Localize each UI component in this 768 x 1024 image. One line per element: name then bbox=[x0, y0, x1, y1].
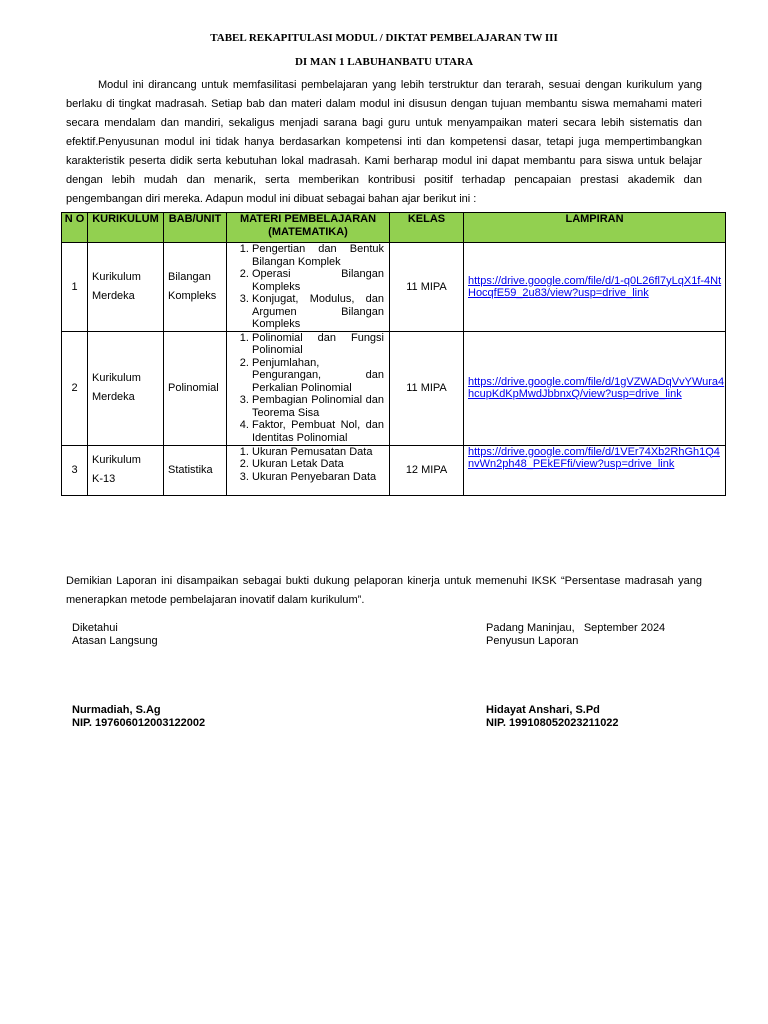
signature-left-label1: Diketahui bbox=[72, 622, 118, 634]
row-lampiran bbox=[464, 243, 726, 332]
table-row bbox=[62, 331, 726, 445]
row-bab-unit bbox=[164, 445, 227, 495]
signature-right-label1: Padang Maninjau, September 2024 bbox=[486, 622, 666, 634]
kurikulum-line: Merdeka bbox=[92, 289, 135, 302]
row-bab-unit bbox=[164, 331, 227, 445]
header-kurikulum: KURIKULUM bbox=[88, 213, 164, 243]
row-materi bbox=[227, 445, 390, 495]
row-lampiran bbox=[464, 445, 726, 495]
row-materi bbox=[227, 331, 390, 445]
materi-item: 2. Operasi Bilangan Kompleks bbox=[252, 268, 384, 293]
bab-line: Bilangan bbox=[168, 270, 211, 283]
materi-item: 2. Ukuran Letak Data bbox=[252, 458, 384, 471]
table-header-row bbox=[62, 213, 726, 243]
lampiran-link[interactable]: https://drive.google.com/file/d/1-q0L26fl7yLqX1f-4NtHocqfE59_2u83/view?usp=drive_link bbox=[468, 274, 722, 299]
row-kelas: 12 MIPA bbox=[390, 445, 464, 495]
signature-left-nip: NIP. 197606012003122002 bbox=[72, 717, 206, 729]
materi-item: 3. Pembagian Polinomial dan Teorema Sisa bbox=[252, 394, 384, 419]
materi-item: 3. Ukuran Penyebaran Data bbox=[252, 471, 384, 484]
materi-item: 4. Faktor, Pembuat Nol, dan Identitas Polinomial bbox=[252, 419, 384, 444]
signature-right-label2: Penyusun Laporan bbox=[486, 635, 579, 647]
lampiran-link[interactable]: https://drive.google.com/file/d/1gVZWADqVvYWura4hcupKdKpMwdJbbnxQ/view?usp=drive_link bbox=[468, 376, 725, 400]
bab-line: Statistika bbox=[168, 463, 213, 476]
row-kurikulum bbox=[88, 243, 164, 332]
intro-paragraph-2: Penyusunan modul ini tidak hanya berdasarkan kompetensi inti dan kompetensi dasar, tetapi juga mempertimbangkan karakteristik peserta didik serta kebutuhan lokal madrasah. Kami berharap modul ini dapat membantu para siswa untuk belajar dengan lebih mudah dan menarik, serta memberikan kontribusi positif terhadap pencapaian prestasi akademik dan pengembangan diri mereka. Adapun modul ini dibuat sebagai bahan ajar berikut ini : bbox=[66, 136, 702, 205]
row-materi bbox=[227, 243, 390, 332]
closing-paragraph: Demikian Laporan ini disampaikan sebagai bukti dukung pelaporan kinerja untuk memenuhi IKSK “Persentase madrasah yang menerapkan metode pembelajaran inovatif dalam kurikulum”. bbox=[66, 575, 702, 606]
document-subtitle: DI MAN 1 LABUHANBATU UTARA bbox=[294, 56, 474, 68]
signature-right-identity bbox=[486, 704, 619, 730]
lampiran-link[interactable]: https://drive.google.com/file/d/1VEr74Xb2RhGh1Q4nvWn2ph48_PEkEFfi/view?usp=drive_link bbox=[468, 445, 720, 470]
signature-right bbox=[486, 622, 665, 648]
row-no: 2 bbox=[62, 331, 88, 445]
materi-list bbox=[227, 446, 389, 484]
row-bab-unit bbox=[164, 243, 227, 332]
bab-line: Kompleks bbox=[168, 289, 217, 302]
header-materi bbox=[227, 213, 390, 243]
materi-list bbox=[227, 243, 389, 331]
intro-paragraph-1: Modul ini dirancang untuk memfasilitasi pembelajaran yang lebih terstruktur dan terarah, sesuai dengan kurikulum yang berlaku di tingkat madrasah. Setiap bab dan materi dalam modul ini disusun dengan tujuan membantu siswa memahami materi secara mendalam dan mandiri, sekaligus menjadi sarana bagi guru untuk menyampaikan materi secara lebih sistematis dan efektif. bbox=[66, 79, 702, 148]
row-no: 3 bbox=[62, 445, 88, 495]
kurikulum-line: Kurikulum bbox=[92, 372, 141, 384]
header-materi-line2: (MATEMATIKA) bbox=[268, 226, 348, 238]
table-row bbox=[62, 445, 726, 495]
signature-left bbox=[72, 622, 158, 648]
header-no: N O bbox=[62, 213, 88, 243]
materi-item: 1. Polinomial dan Fungsi Polinomial bbox=[252, 332, 384, 357]
signature-left-label2: Atasan Langsung bbox=[72, 635, 158, 647]
row-kelas: 11 MIPA bbox=[390, 331, 464, 445]
header-bab-unit: BAB/UNIT bbox=[164, 213, 227, 243]
header-kelas: KELAS bbox=[390, 213, 464, 243]
bab-line: Polinomial bbox=[168, 381, 219, 394]
signature-right-name: Hidayat Anshari, S.Pd bbox=[486, 704, 600, 716]
signature-left-identity bbox=[72, 704, 205, 730]
row-kelas: 11 MIPA bbox=[390, 243, 464, 332]
kurikulum-line: Merdeka bbox=[92, 391, 135, 403]
materi-item: 1. Ukuran Pemusatan Data bbox=[252, 446, 384, 459]
header-materi-line1: MATERI PEMBELAJARAN bbox=[239, 213, 377, 225]
row-lampiran bbox=[464, 331, 726, 445]
kurikulum-line: K-13 bbox=[92, 473, 116, 485]
row-no: 1 bbox=[62, 243, 88, 332]
rekap-table bbox=[61, 212, 726, 496]
signature-left-name: Nurmadiah, S.Ag bbox=[72, 704, 161, 716]
kurikulum-line: Kurikulum bbox=[92, 454, 141, 466]
materi-item: 1. Pengertian dan Bentuk Bilangan Komplek bbox=[252, 243, 384, 268]
materi-list bbox=[227, 332, 389, 445]
materi-item: 2. Penjumlahan, Pengurangan, dan Perkalian Polinomial bbox=[252, 357, 384, 395]
header-lampiran: LAMPIRAN bbox=[464, 213, 726, 243]
row-kurikulum bbox=[88, 445, 164, 495]
signature-right-nip: NIP. 199108052023211022 bbox=[486, 717, 619, 729]
document-title: TABEL REKAPITULASI MODUL / DIKTAT PEMBELAJARAN TW III bbox=[210, 32, 558, 44]
kurikulum-line: Kurikulum bbox=[92, 270, 141, 283]
row-kurikulum bbox=[88, 331, 164, 445]
table-row bbox=[62, 243, 726, 332]
materi-item: 3. Konjugat, Modulus, dan Argumen Bilangan Kompleks bbox=[252, 293, 384, 331]
